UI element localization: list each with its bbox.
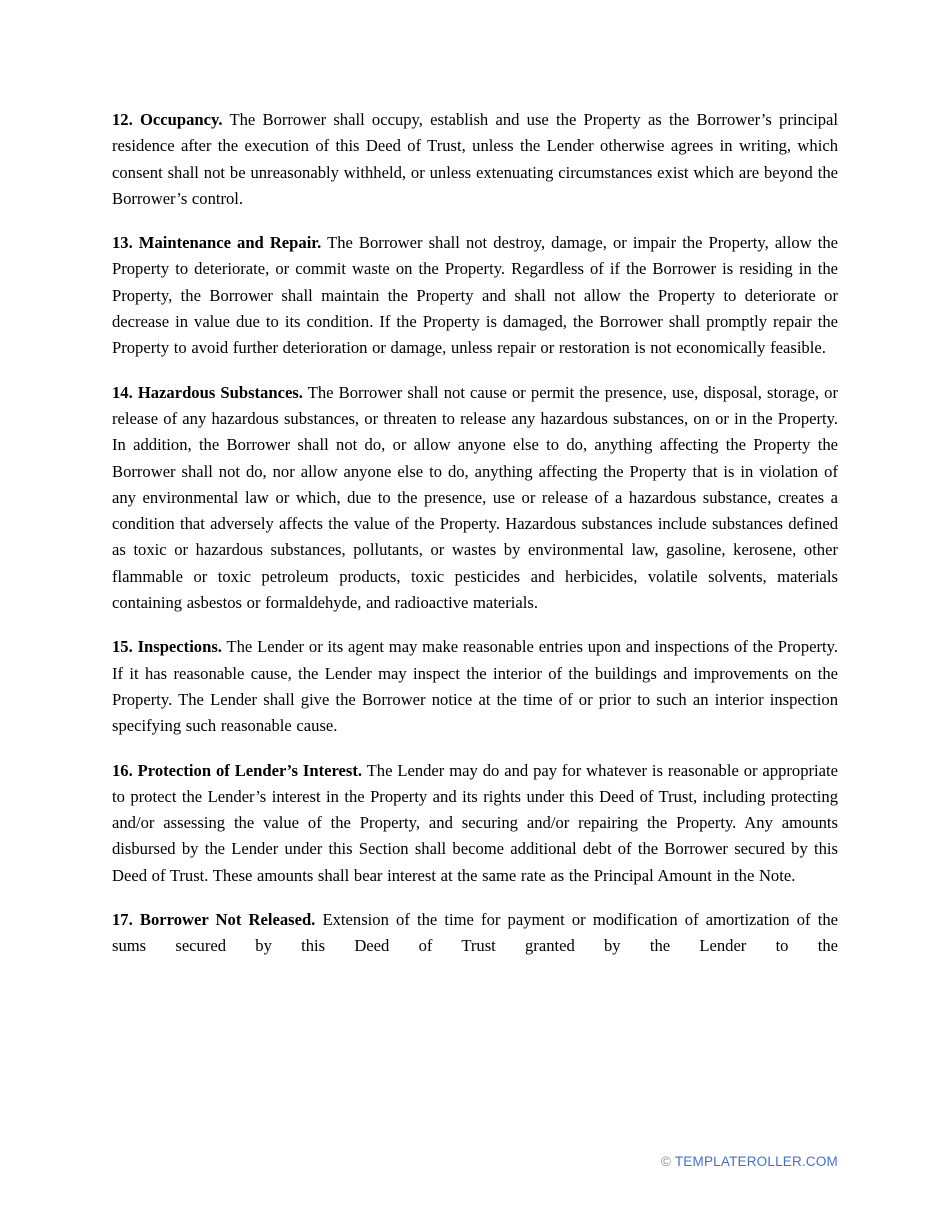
document-body: [112, 107, 838, 978]
section-14-hazardous-substances: [112, 380, 838, 617]
section-body: Extension of the time for payment or modification of amortization of the sums secured by this Deed of Trust granted by the Lender to the: [112, 910, 839, 956]
section-heading: 16. Protection of Lender’s Interest.: [112, 760, 363, 780]
section-body: The Borrower shall not destroy, damage, or impair the Property, allow the Property to deteriorate, or commit waste on the Property. Regardless of if the Borrower is residing in the Property, the Borrower shall maintain the Property and shall not allow the Property to deteriorate or decrease in value due to its condition. If the Property is damaged, the Borrower shall promptly repair the Property to avoid further deterioration or damage, unless repair or restoration is not economically feasible.: [112, 233, 839, 358]
page-footer: [661, 1154, 838, 1169]
section-body: The Borrower shall not cause or permit the presence, use, disposal, storage, or release of any hazardous substances, or threaten to release any hazardous substances, on or in the Property. In addition, the Borrower shall not do, or allow anyone else to do, anything affecting the Property the Borrower shall not do, nor allow anyone else to do, anything affecting the Property that is in violation of any environmental law or which, due to the presence, use or release of a hazardous substance, creates a condition that adversely affects the value of the Property. Hazardous substances include substances defined as toxic or hazardous substances, pollutants, or wastes by environmental law, gasoline, kerosene, other flammable or toxic petroleum products, toxic pesticides and herbicides, volatile solvents, materials containing asbestos or formaldehyde, and radioactive materials.: [112, 382, 839, 613]
copyright-icon: ©: [660, 1154, 672, 1169]
section-body: The Lender may do and pay for whatever is reasonable or appropriate to protect the Lender’s interest in the Property and its rights under this Deed of Trust, including protecting and/or assessing the value of the Property, and securing and/or repairing the Property. Any amounts disbursed by the Lender under this Section shall become additional debt of the Borrower secured by this Deed of Trust. These amounts shall bear interest at the same rate as the Principal Amount in the Note.: [112, 760, 838, 885]
section-heading: 12. Occupancy.: [112, 110, 223, 129]
section-16-protection-of-lenders-interest: [112, 758, 838, 889]
section-body: The Lender or its agent may make reasonable entries upon and inspections of the Property. If it has reasonable cause, the Lender may inspect the interior of the buildings and improvements on the Property. The Lender shall give the Borrower notice at the time of or prior to such an interior inspection specifying such reasonable cause.: [112, 637, 838, 736]
section-heading: 13. Maintenance and Repair.: [112, 233, 322, 253]
section-15-inspections: [112, 634, 838, 739]
section-body: The Borrower shall occupy, establish and use the Property as the Borrower’s principal residence after the execution of this Deed of Trust, unless the Lender otherwise agrees in writing, which consent shall not be unreasonably withheld, or unless extenuating circumstances exist which are beyond the Borrower’s control.: [112, 110, 839, 208]
section-heading: 17. Borrower Not Released.: [112, 910, 316, 930]
section-17-borrower-not-released: [112, 907, 838, 960]
section-heading: 14. Hazardous Substances.: [112, 382, 303, 402]
section-13-maintenance-and-repair: [112, 230, 838, 361]
templateroller-link[interactable]: TEMPLATEROLLER.COM: [674, 1154, 838, 1169]
section-heading: 15. Inspections.: [112, 637, 222, 657]
section-12-occupancy: [112, 107, 838, 212]
